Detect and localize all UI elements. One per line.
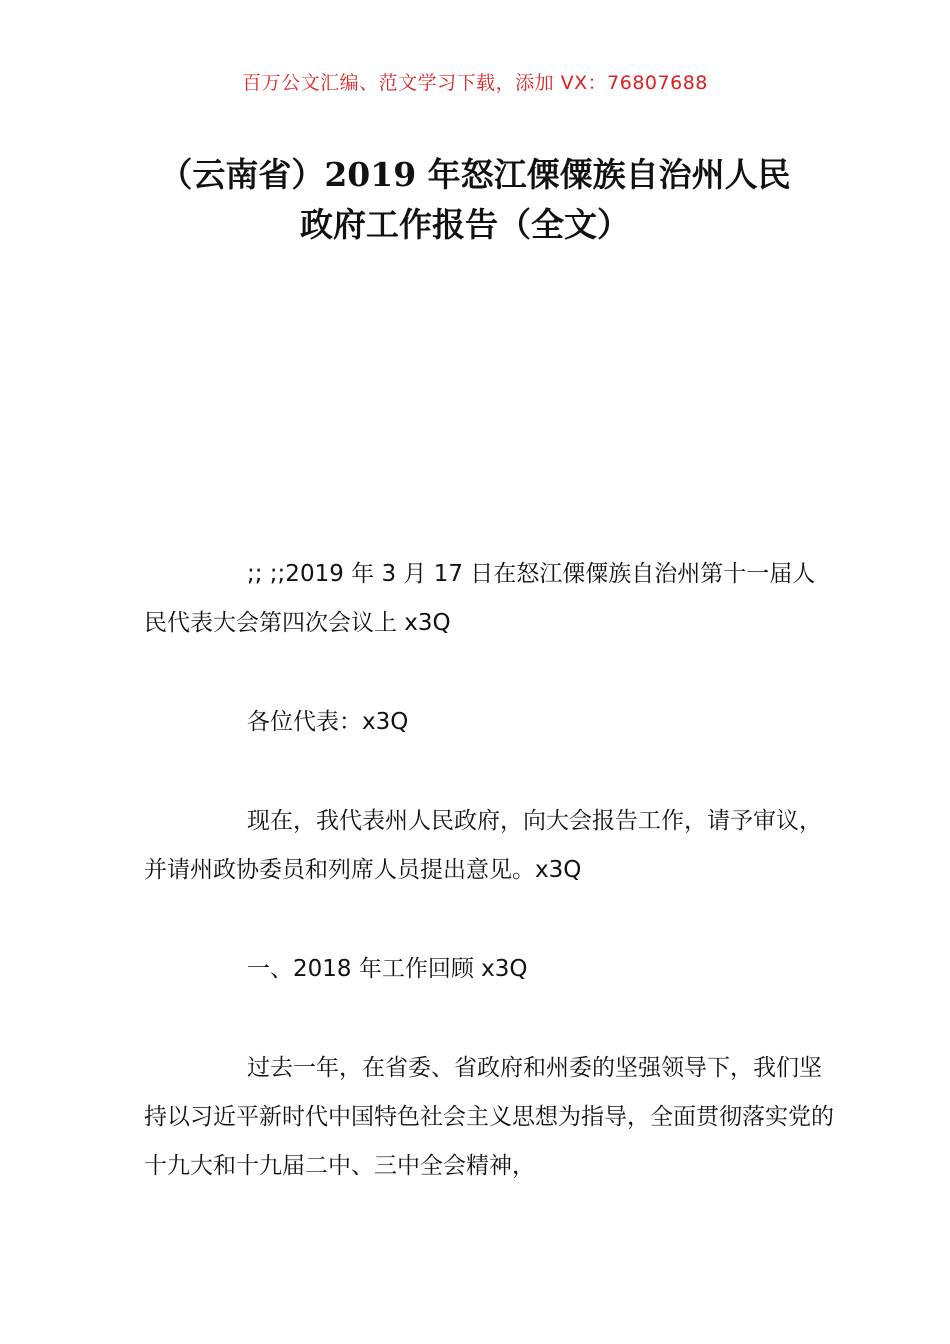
document-body (144, 550, 834, 1241)
watermark-header: 百万公文汇编、范文学习下载，添加 VX：76807688 (242, 72, 708, 94)
paragraph-salutation: 各位代表：x3Q (247, 709, 409, 735)
paragraph-meeting-info: ;; ;;2019 年 3 月 17 日在怒江傈僳族自治州第十一届人民代表大会第四次会议上 x3Q (144, 561, 816, 636)
title-line-1: （云南省）2019 年怒江傈僳族自治州人民 (159, 155, 791, 194)
paragraph-review: 过去一年，在省委、省政府和州委的坚强领导下，我们坚持以习近平新时代中国特色社会主义思想为指导，全面贯彻落实党的十九大和十九届二中、三中全会精神， (144, 1055, 834, 1179)
title-line-2: 政府工作报告（全文） (300, 205, 630, 244)
paragraph-intro: 现在，我代表州人民政府，向大会报告工作，请予审议，并请州政协委员和列席人员提出意见。x3Q (144, 808, 822, 883)
document-title (0, 150, 950, 250)
section-heading: 一、2018 年工作回顾 x3Q (247, 956, 528, 982)
